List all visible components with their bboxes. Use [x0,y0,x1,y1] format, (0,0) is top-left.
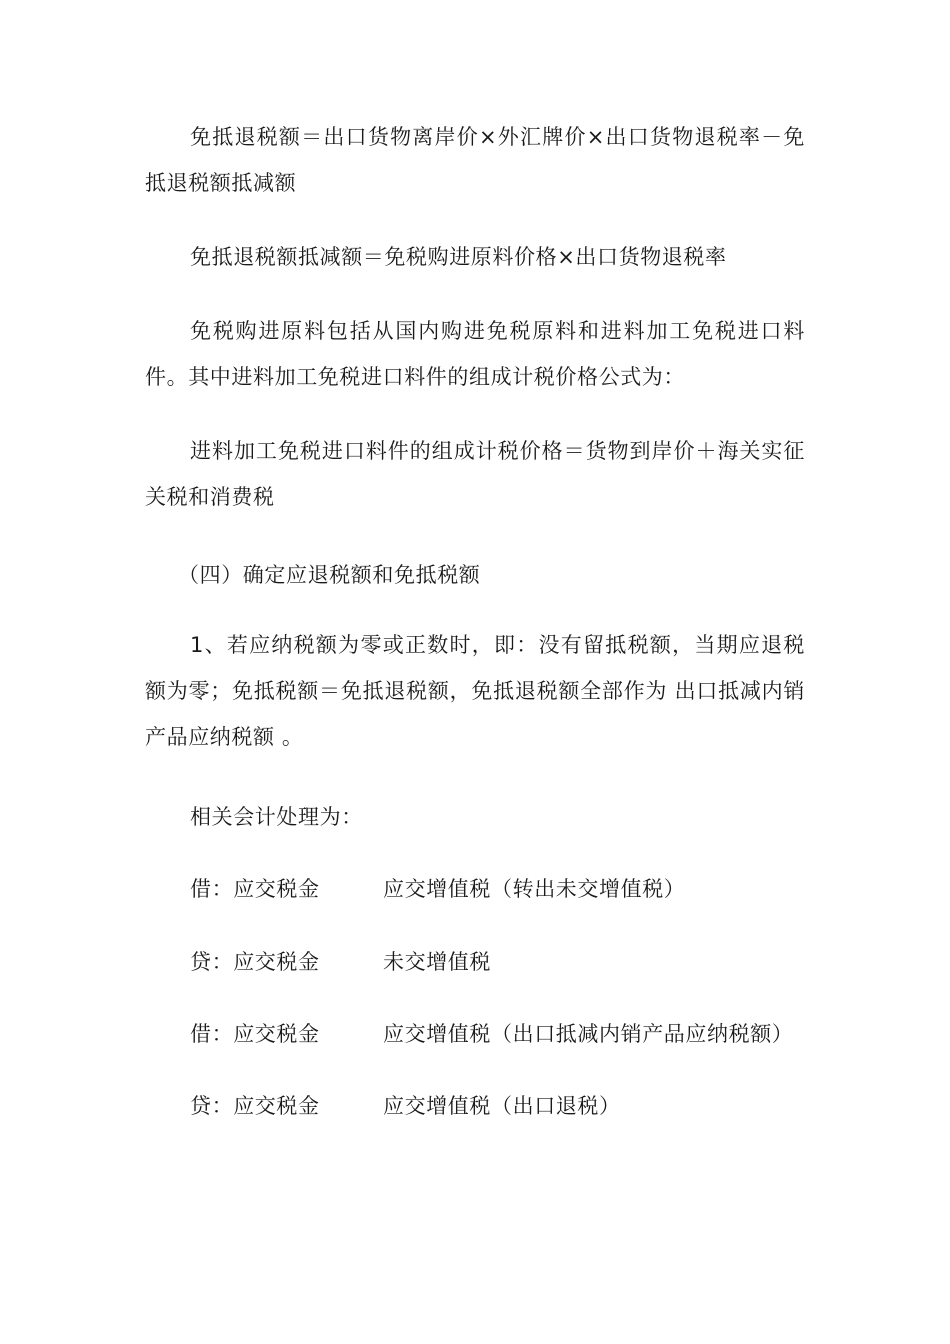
paragraph-formula-taxable-price: 进料加工免税进口料件的组成计税价格＝货物到岸价＋海关实征关税和消费税 [145,439,805,509]
paragraph-formula-refund: 免抵退税额＝出口货物离岸价×外汇牌价×出口货物退税率－免抵退税额抵减额 [145,125,805,195]
entry-sub-account: 应交增值税（转出未交增值税） [383,877,686,901]
journal-entry [190,1019,794,1049]
entry-account: 应交税金 [233,877,320,901]
journal-entry [190,1091,621,1121]
journal-entry [190,947,491,977]
paragraph-duty-free-materials: 免税购进原料包括从国内购进免税原料和进料加工免税进口料件。其中进料加工免税进口料件的组成计税价格公式为： [145,319,805,389]
entry-sub-account: 应交增值税（出口退税） [383,1094,621,1118]
entry-sub-account: 未交增值税 [383,950,491,974]
entry-account: 应交税金 [233,950,320,974]
entry-account: 应交税金 [233,1094,320,1118]
entry-direction: 贷： [190,1094,234,1118]
accounting-intro: 相关会计处理为： [190,805,363,829]
entry-account: 应交税金 [233,1022,320,1046]
entry-direction: 借： [190,877,234,901]
entry-direction: 借： [190,1022,234,1046]
paragraph-formula-offset: 免抵退税额抵减额＝免税购进原料价格×出口货物退税率 [190,245,727,269]
entry-sub-account: 应交增值税（出口抵减内销产品应纳税额） [383,1022,794,1046]
paragraph-point-1: 1、若应纳税额为零或正数时，即：没有留抵税额，当期应退税额为零；免抵税额＝免抵退税额，免抵退税额全部作为 出口抵减内销产品应纳税额 。 [145,633,805,749]
entry-direction: 贷： [190,950,234,974]
section-heading: （四）确定应退税额和免抵税额 [178,563,481,587]
journal-entry [190,874,686,904]
